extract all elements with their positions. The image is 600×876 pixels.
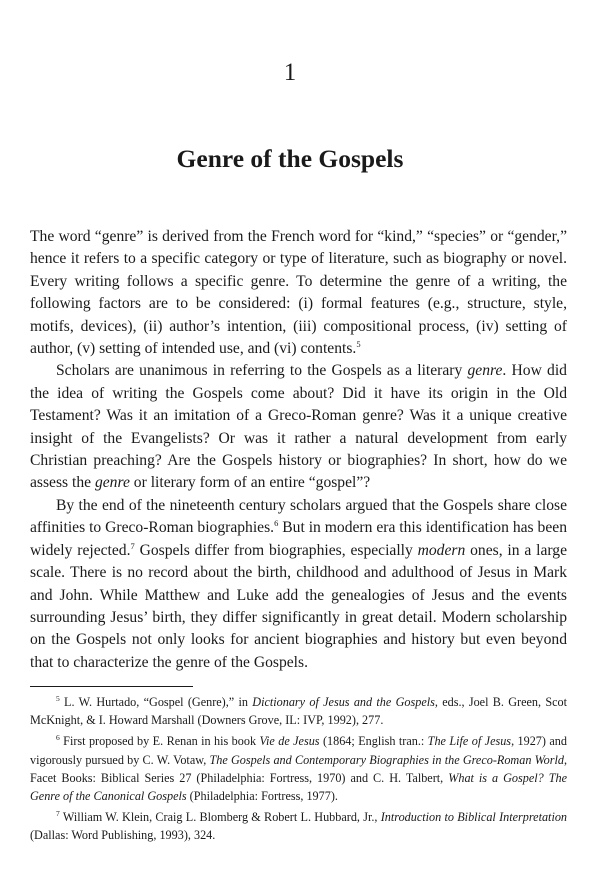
paragraph-3-text-a: By the end of the nineteenth century scholars argued that the Gospels share close affinities to Greco-Roman biographies. xyxy=(30,496,567,537)
footnote-number: 7 xyxy=(56,809,60,819)
footnote-text: L. W. Hurtado, “Gospel (Genre),” in xyxy=(64,695,253,709)
footnote-text: (1864; English tran.: xyxy=(319,734,428,749)
footnote-5 xyxy=(30,693,567,729)
chapter-number: 1 xyxy=(283,59,297,86)
chapter-title: Genre of the Gospels xyxy=(176,144,404,173)
paragraph-3-text-b: But in modern era this identification has been widely rejected. xyxy=(30,519,567,559)
footnote-ref-5: 5 xyxy=(356,338,361,349)
footnote-7 xyxy=(30,808,567,844)
footnote-number: 6 xyxy=(56,733,60,743)
footnote-title: Vie de Jesus xyxy=(259,734,320,749)
footnote-text: , 1927) and vigorously pursued by C. W. Votaw, xyxy=(30,734,567,767)
paragraph-3-text-c: Gospels differ from biographies, especially xyxy=(134,541,418,559)
italic-modern: modern xyxy=(417,541,466,559)
footnote-text: (Dallas: Word Publishing, 1993), 324. xyxy=(30,828,216,843)
footnote-title: The Gospels and Contemporary Biographies in the Greco-Roman World xyxy=(209,752,564,767)
paragraph-1 xyxy=(30,226,567,360)
paragraph-1-text: The word “genre” is derived from the French word for “kind,” “species” or “gender,” hence it refers to a specific category or type of literature, such as biography or novel. Every writing follows a specific genre. To determine the genre of a writing, the following factors are to be considered: (i) formal features (e.g., structure, style, motifs, devices), (ii) author’s intention, (iii) compositional process, (iv) setting of author, (v) setting of intended use, and (vi) contents. xyxy=(30,228,567,358)
footnote-title: The Life of Jesus xyxy=(427,734,512,749)
footnote-text: , eds., Joel B. Green, Scot McKnight, & I. Howard Marshall (Downers Grove, IL: IVP, 1992), 277. xyxy=(30,695,568,728)
footnote-ref-6: 6 xyxy=(274,518,279,529)
footnote-title: What is a Gospel? The Genre of the Canonical Gospels xyxy=(30,770,567,804)
footnotes xyxy=(30,693,567,848)
paragraph-2 xyxy=(30,360,567,494)
footnote-text: First proposed by E. Renan in his book xyxy=(63,734,260,749)
footnote-6 xyxy=(30,732,567,805)
paragraph-3-text-d: ones, in a large scale. There is no record about the birth, childhood and adulthood of Jesus in Mark and John. While Matthew and Luke add the genealogies of Jesus and the events surrounding Jesus’ birth, they differ significantly in great detail. Modern scholarship on the Gospels not only looks for ancient biographies and history but even beyond that to characterize the genre of the Gospels. xyxy=(30,541,568,671)
paragraph-2-text-c: or literary form of an entire “gospel”? xyxy=(129,474,371,492)
footnote-ref-7: 7 xyxy=(130,540,135,551)
paragraph-3 xyxy=(30,495,567,674)
footnote-divider xyxy=(30,686,193,687)
italic-genre-2: genre xyxy=(94,474,130,492)
footnote-number: 5 xyxy=(56,693,60,703)
italic-genre: genre xyxy=(467,362,503,380)
paragraph-2-text-b: . How did the idea of writing the Gospels come about? Did it have its origin in the Old Testament? Was it an imitation of a Greco-Roman genre? Was it a unique creative insight of the Evangelists? Or was it rather a natural development from early Christian preaching? Are the Gospels history or biographies? In short, how do we assess the xyxy=(30,362,567,492)
footnote-title: Dictionary of Jesus and the Gospels xyxy=(252,695,435,709)
footnote-text: William W. Klein, Craig L. Blomberg & Robert L. Hubbard, Jr., xyxy=(62,810,381,825)
footnote-text: (Philadelphia: Fortress, 1977). xyxy=(186,789,338,804)
footnote-text: , Facet Books: Biblical Series 27 (Philadelphia: Fortress, 1970) and C. H. Talbert, xyxy=(30,752,568,785)
footnote-title: Introduction to Biblical Interpretation xyxy=(380,810,568,825)
paragraph-2-text-a: Scholars are unanimous in referring to the Gospels as a literary xyxy=(56,362,468,380)
body-text xyxy=(30,226,567,674)
